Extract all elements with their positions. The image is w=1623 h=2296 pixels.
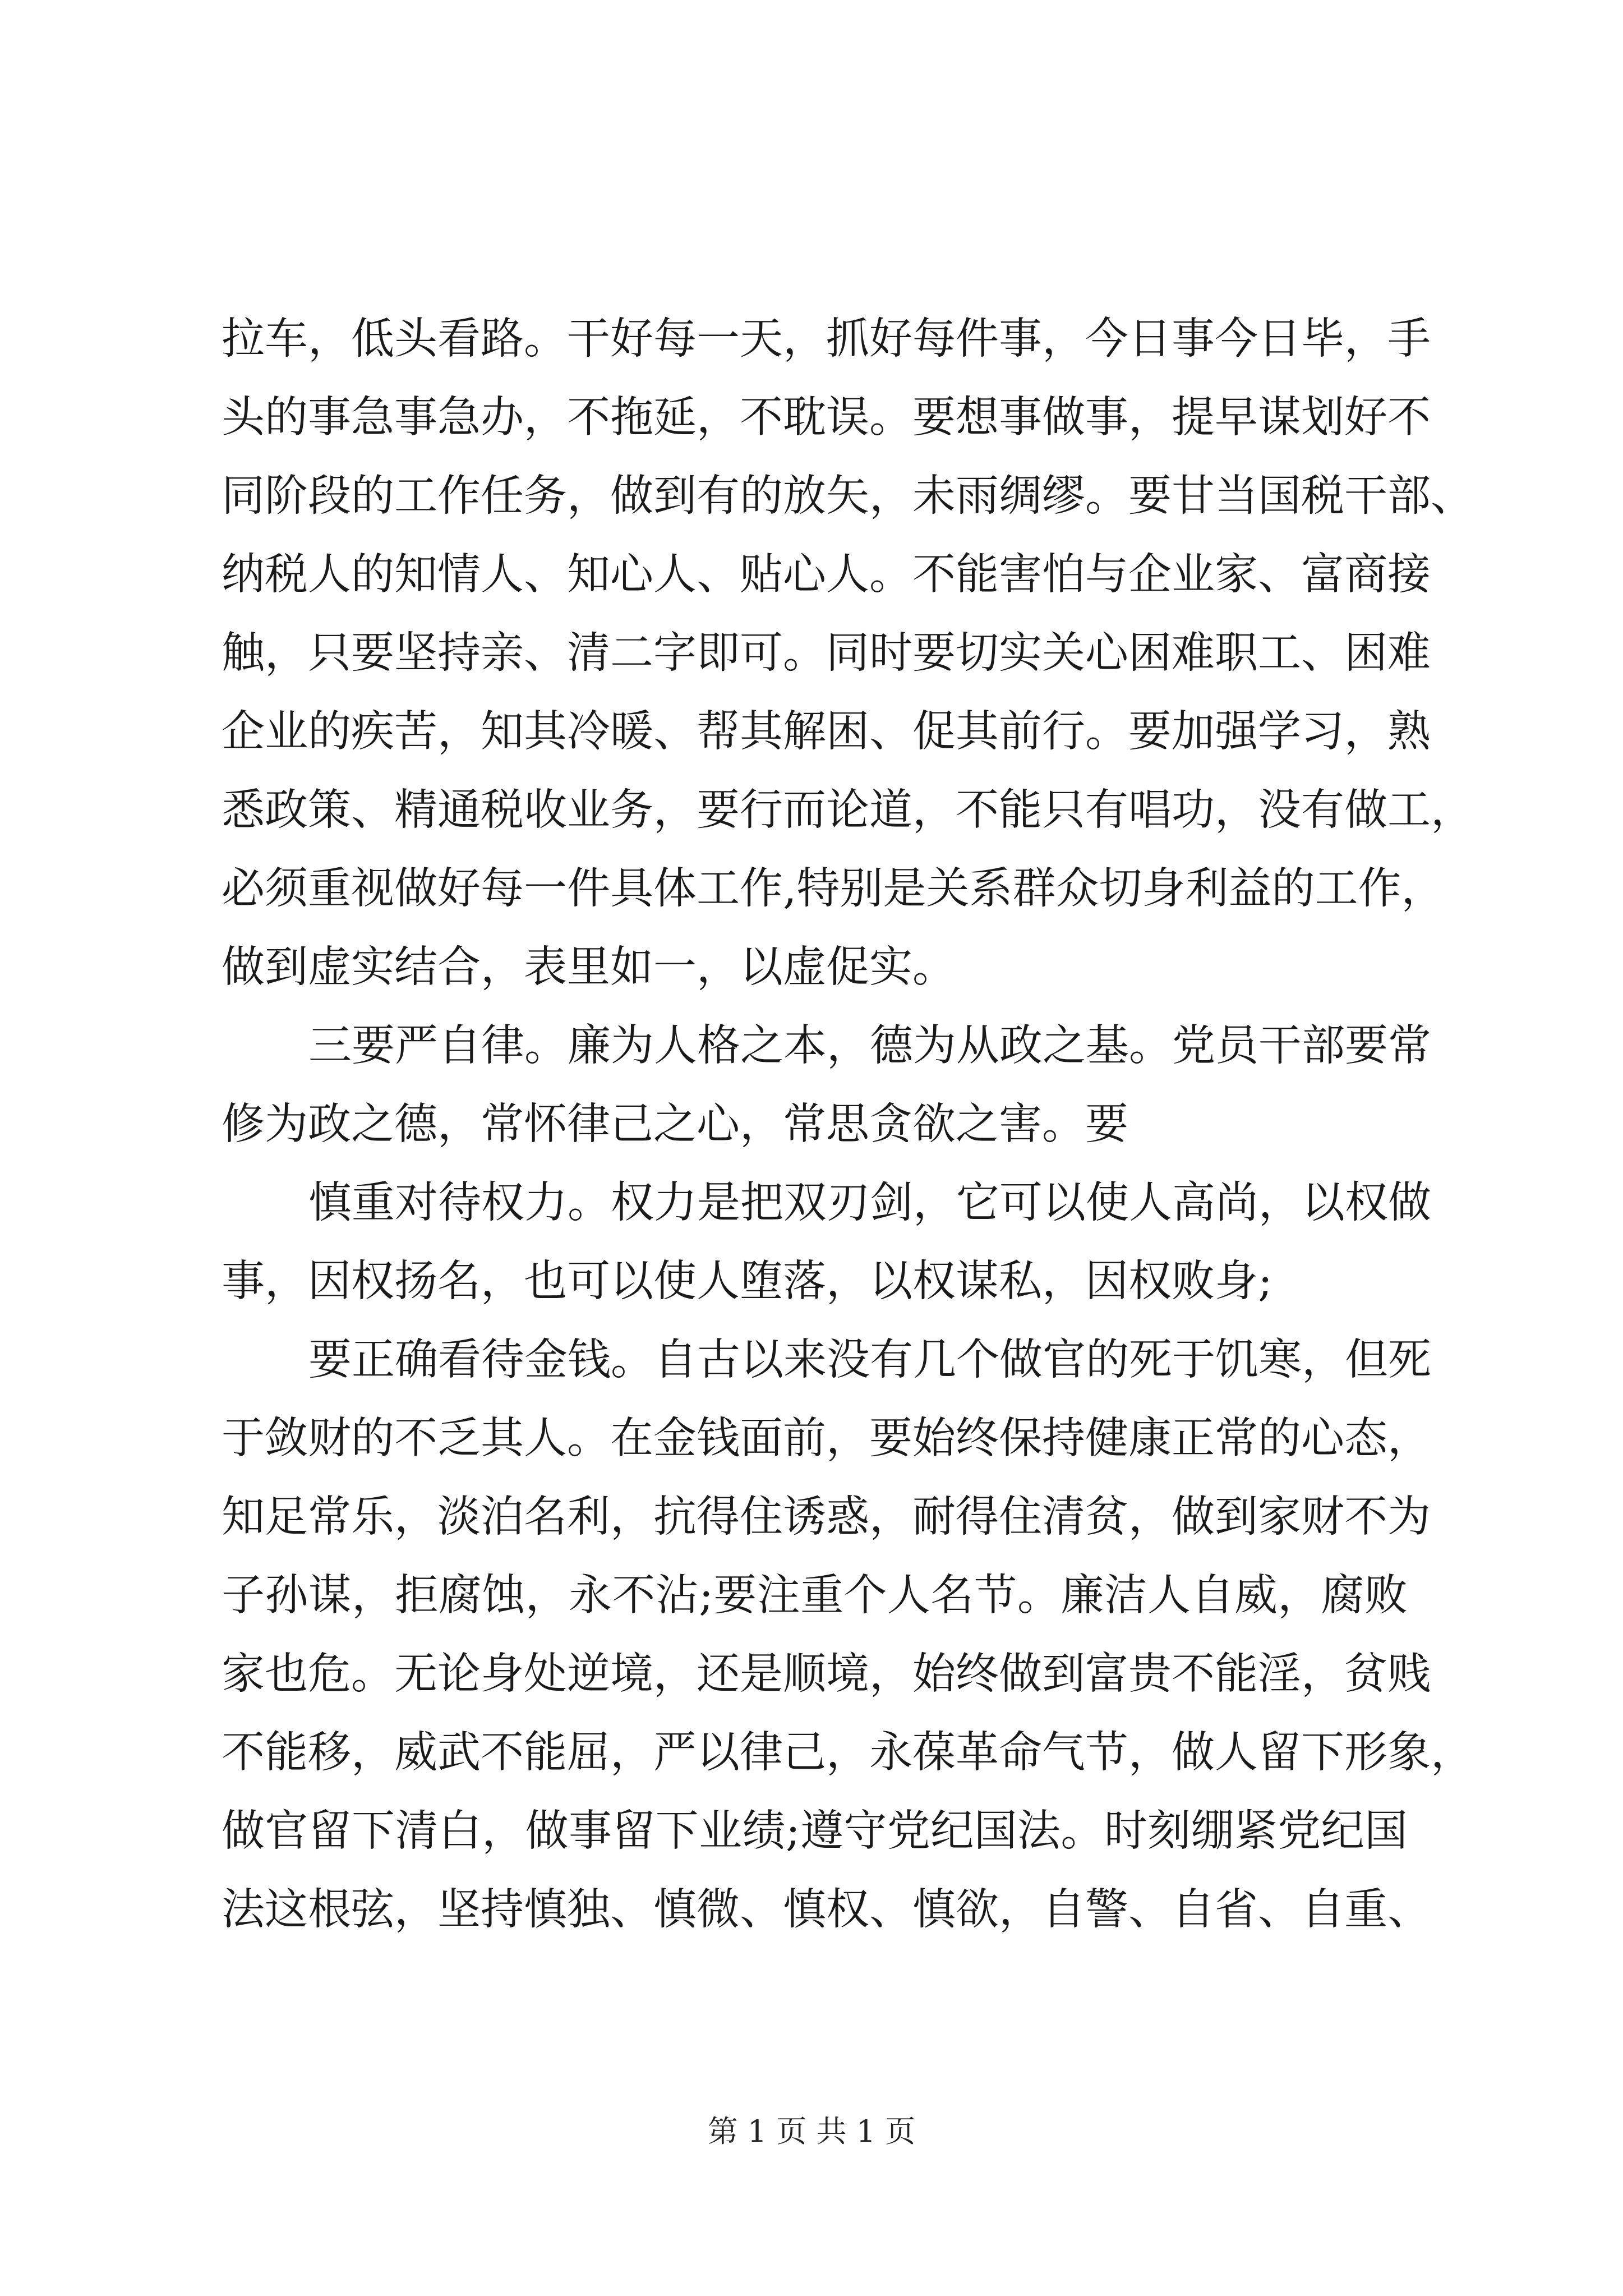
text-line: 纳税人的知情人、知心人、贴心人。不能害怕与企业家、富商接 bbox=[222, 550, 1431, 600]
text-line: 不能移，威武不能屈，严以律己，永葆革命气节，做人留下形象， bbox=[222, 1728, 1474, 1778]
text-line: 修为政之德，常怀律己之心，常思贪欲之害。要 bbox=[222, 1099, 1128, 1149]
text-line: 于敛财的不乏其人。在金钱面前，要始终保持健康正常的心态， bbox=[222, 1414, 1431, 1464]
paragraph-start-line: 要正确看待金钱。自古以来没有几个做官的死于饥寒，但死 bbox=[308, 1335, 1431, 1385]
text-line: 知足常乐，淡泊名利，抗得住诱惑，耐得住清贫，做到家财不为 bbox=[222, 1492, 1431, 1542]
text-line: 家也危。无论身处逆境，还是顺境，始终做到富贵不能淫，贫贱 bbox=[222, 1649, 1431, 1699]
document-body bbox=[222, 300, 1474, 1949]
text-line: 子孙谋，拒腐蚀，永不沾;要注重个人名节。廉洁人自威，腐败 bbox=[222, 1571, 1408, 1621]
paragraph-start-line: 三要严自律。廉为人格之本，德为从政之基。党员干部要常 bbox=[308, 1021, 1431, 1071]
text-line: 做到虚实结合，表里如一，以虚促实。 bbox=[222, 942, 956, 992]
text-line: 头的事急事急办，不拖延，不耽误。要想事做事，提早谋划好不 bbox=[222, 393, 1431, 443]
text-line: 悉政策、精通税收业务，要行而论道，不能只有唱功，没有做工， bbox=[222, 785, 1474, 835]
text-line: 法这根弦，坚持慎独、慎微、慎权、慎欲，自警、自省、自重、 bbox=[222, 1885, 1431, 1935]
text-line: 触，只要坚持亲、清二字即可。同时要切实关心困难职工、困难 bbox=[222, 628, 1431, 678]
text-line: 必须重视做好每一件具体工作,特别是关系群众切身利益的工作， bbox=[222, 864, 1445, 914]
text-line: 事，因权扬名，也可以使人堕落，以权谋私，因权败身; bbox=[222, 1257, 1272, 1306]
text-line: 做官留下清白，做事留下业绩;遵守党纪国法。时刻绷紧党纪国 bbox=[222, 1806, 1408, 1856]
page-number-footer: 第 1 页 共 1 页 bbox=[707, 2114, 916, 2149]
text-line: 同阶段的工作任务，做到有的放矢，未雨绸缪。要甘当国税干部、 bbox=[222, 471, 1474, 521]
text-line: 企业的疾苦，知其冷暖、帮其解困、促其前行。要加强学习，熟 bbox=[222, 707, 1431, 757]
paragraph-start-line: 慎重对待权力。权力是把双刃剑，它可以使人高尚，以权做 bbox=[308, 1178, 1431, 1228]
text-line: 拉车，低头看路。干好每一天，抓好每件事，今日事今日毕，手 bbox=[222, 314, 1431, 364]
